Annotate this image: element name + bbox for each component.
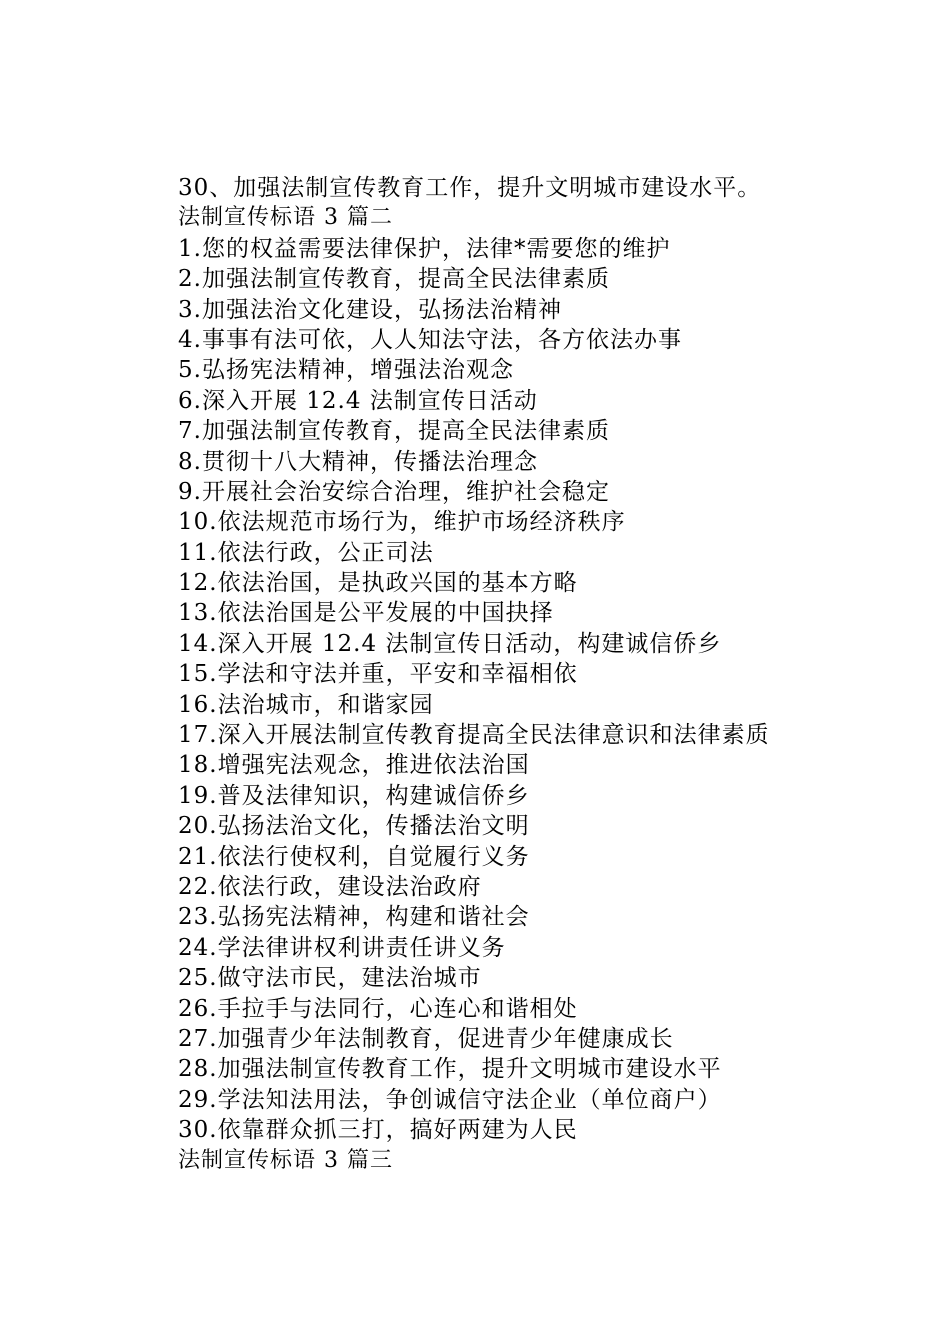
list-item: 11.依法行政，公正司法 bbox=[178, 539, 434, 566]
list-item: 25.做守法市民，建法治城市 bbox=[178, 965, 482, 992]
section-heading: 法制宣传标语 3 篇三 bbox=[178, 1147, 393, 1173]
list-item: 1.您的权益需要法律保护，法律*需要您的维护 bbox=[178, 235, 671, 262]
list-item: 12.依法治国，是执政兴国的基本方略 bbox=[178, 570, 578, 597]
list-item: 18.增强宪法观念，推进依法治国 bbox=[178, 752, 530, 779]
list-item: 6.深入开展 12.4 法制宣传日活动 bbox=[178, 387, 538, 414]
list-item: 2.加强法制宣传教育，提高全民法律素质 bbox=[178, 266, 610, 293]
list-item: 23.弘扬宪法精神，构建和谐社会 bbox=[178, 904, 530, 931]
list-item: 29.学法知法用法，争创诚信守法企业（单位商户） bbox=[178, 1086, 722, 1113]
list-item: 15.学法和守法并重，平安和幸福相依 bbox=[178, 661, 578, 688]
list-item: 4.事事有法可依，人人知法守法，各方依法办事 bbox=[178, 326, 682, 353]
list-item: 21.依法行使权利，自觉履行义务 bbox=[178, 843, 530, 870]
list-item: 17.深入开展法制宣传教育提高全民法律意识和法律素质 bbox=[178, 722, 770, 749]
list-item: 8.贯彻十八大精神，传播法治理念 bbox=[178, 448, 538, 475]
list-item: 13.依法治国是公平发展的中国抉择 bbox=[178, 600, 554, 627]
list-item: 20.弘扬法治文化，传播法治文明 bbox=[178, 813, 530, 840]
section-heading: 法制宣传标语 3 篇二 bbox=[178, 205, 393, 231]
list-item: 7.加强法制宣传教育，提高全民法律素质 bbox=[178, 418, 610, 445]
list-item: 19.普及法律知识，构建诚信侨乡 bbox=[178, 782, 530, 809]
list-item: 27.加强青少年法制教育，促进青少年健康成长 bbox=[178, 1025, 674, 1052]
list-item: 3.加强法治文化建设，弘扬法治精神 bbox=[178, 296, 562, 323]
list-item: 16.法治城市，和谐家园 bbox=[178, 691, 434, 718]
list-item: 14.深入开展 12.4 法制宣传日活动，构建诚信侨乡 bbox=[178, 630, 722, 657]
list-item: 24.学法律讲权利讲责任讲义务 bbox=[178, 934, 506, 961]
list-item: 10.依法规范市场行为，维护市场经济秩序 bbox=[178, 509, 626, 536]
list-item: 30、加强法制宣传教育工作，提升文明城市建设水平。 bbox=[178, 175, 762, 201]
list-item: 22.依法行政，建设法治政府 bbox=[178, 873, 482, 900]
list-item: 5.弘扬宪法精神，增强法治观念 bbox=[178, 357, 514, 384]
document-body bbox=[178, 173, 878, 1176]
list-item: 28.加强法制宣传教育工作，提升文明城市建设水平 bbox=[178, 1056, 722, 1083]
list-item: 9.开展社会治安综合治理，维护社会稳定 bbox=[178, 478, 610, 505]
list-item: 30.依靠群众抓三打，搞好两建为人民 bbox=[178, 1117, 578, 1144]
list-item: 26.手拉手与法同行，心连心和谐相处 bbox=[178, 995, 578, 1022]
